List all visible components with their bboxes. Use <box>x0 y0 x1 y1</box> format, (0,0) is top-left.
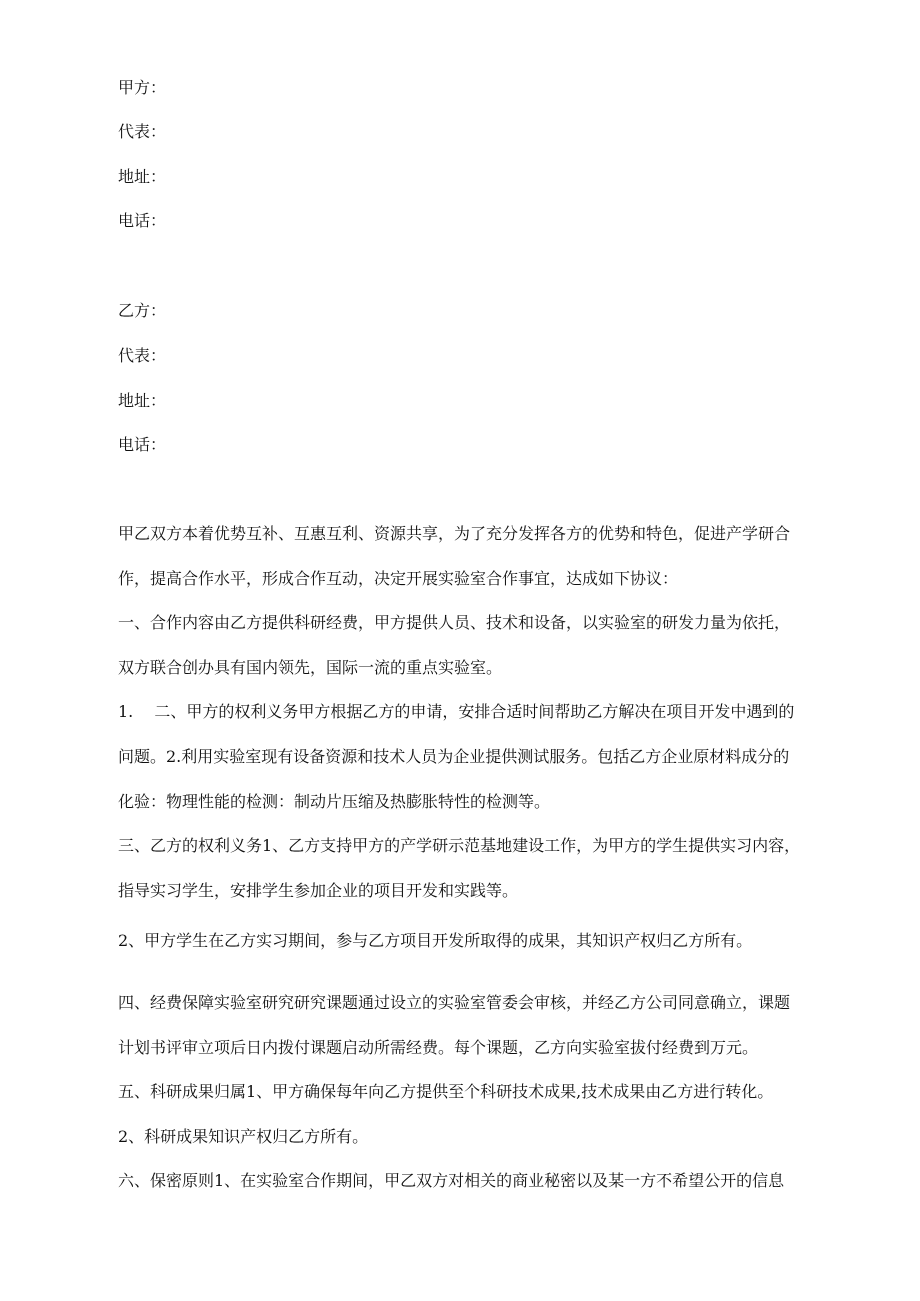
clause-3-line-1: 三、乙方的权利义务1、乙方支持甲方的产学研示范基地建设工作，为甲方的学生提供实习内容， <box>118 836 801 855</box>
clause-4-line-1: 四、经费保障实验室研究研究课题通过设立的实验室管委会审核，并经乙方公司同意确立，课题 <box>118 993 791 1012</box>
clause-5-line-1: 五、科研成果归属1、甲方确保每年向乙方提供至个科研技术成果,技术成果由乙方进行转化。 <box>118 1082 774 1101</box>
clause-2-line-1: 1. 二、甲方的权利义务甲方根据乙方的申请，安排合适时间帮助乙方解决在项目开发中遇到的 <box>118 702 795 721</box>
clause-4-line-2: 计划书评审立项后日内拨付课题启动所需经费。每个课题，乙方向实验室拔付经费到万元。 <box>118 1038 759 1057</box>
party-b-address: 地址： <box>118 391 167 410</box>
clause-2-line-3: 化验：物理性能的检测：制动片压缩及热膨胀特性的检测等。 <box>118 792 551 811</box>
party-a-representative: 代表： <box>118 122 167 141</box>
clause-3-line-2: 指导实习学生，安排学生参加企业的项目开发和实践等。 <box>118 881 519 900</box>
party-b-phone: 电话： <box>118 435 167 454</box>
clause-2-line-2: 问题。2.利用实验室现有设备资源和技术人员为企业提供测试服务。包括乙方企业原材料成分的 <box>118 747 790 766</box>
clause-6-line-1: 六、保密原则1、在实验室合作期间，甲乙双方对相关的商业秘密以及某一方不希望公开的信息 <box>118 1171 785 1190</box>
party-a-phone: 电话： <box>118 211 167 230</box>
intro-line-2: 作，提高合作水平，形成合作互动，决定开展实验室合作事宜，达成如下协议： <box>118 569 679 588</box>
clause-5-item-2: 2、科研成果知识产权归乙方所有。 <box>118 1127 369 1146</box>
party-a-address: 地址： <box>118 167 167 186</box>
clause-1-line-2: 双方联合创办具有国内领先，国际一流的重点实验室。 <box>118 658 503 677</box>
party-b-label: 乙方： <box>118 301 167 320</box>
intro-line-1: 甲乙双方本着优势互补、互惠互利、资源共享，为了充分发挥各方的优势和特色，促进产学研合 <box>118 524 791 543</box>
party-a-label: 甲方： <box>118 78 167 97</box>
clause-3-item-2: 2、甲方学生在乙方实习期间，参与乙方项目开发所取得的成果，其知识产权归乙方所有。 <box>118 931 753 950</box>
party-b-representative: 代表： <box>118 346 167 365</box>
clause-1-line-1: 一、合作内容由乙方提供科研经费，甲方提供人员、技术和设备，以实验室的研发力量为依托， <box>118 613 791 632</box>
